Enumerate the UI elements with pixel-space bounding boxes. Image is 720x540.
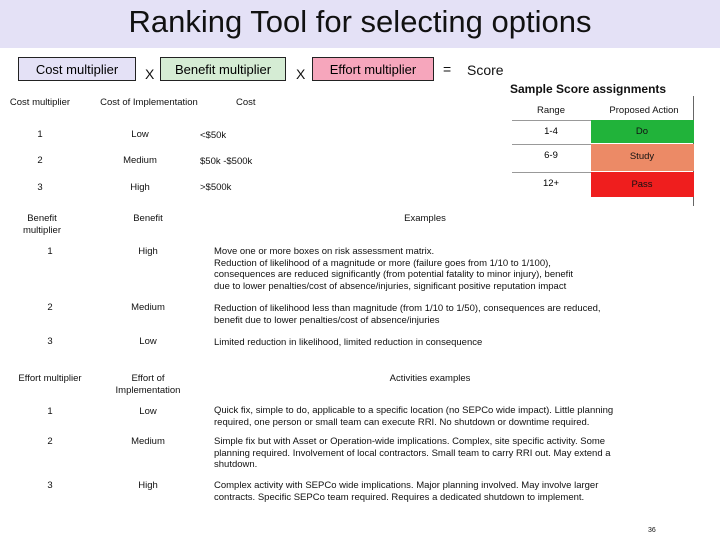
score-header-range: Range: [537, 105, 565, 116]
effort-multiplier-pill: Effort multiplier: [312, 57, 434, 81]
table-row-level: Medium: [131, 436, 165, 447]
score-range: 1-4: [544, 126, 558, 137]
table-row-level: Low: [139, 406, 157, 417]
benefit-header-multiplier: Benefit multiplier: [22, 213, 61, 236]
score-range: 12+: [542, 178, 560, 189]
table-row-level: High: [130, 182, 150, 193]
table-row-desc: Limited reduction in likelihood, limited reduction in consequence: [214, 337, 483, 348]
score-label: Score: [467, 62, 504, 78]
table-row-desc: Quick fix, simple to do, applicable to a specific location (no SEPCo wide impact). Little planning required, one person or small team can execute RRI. No shutdown or downtime required.: [214, 405, 614, 428]
action-do: [591, 120, 694, 143]
effort-header-activities: Activities examples: [389, 373, 471, 384]
cost-header-multiplier: Cost multiplier: [9, 97, 71, 108]
cost-header-cost: Cost: [236, 97, 256, 108]
table-row-mult: 1: [47, 406, 53, 417]
score-range: 6-9: [544, 150, 558, 161]
table-row-level: High: [138, 480, 158, 491]
table-row-level: Low: [139, 336, 157, 347]
page-title: Ranking Tool for selecting options: [128, 4, 592, 39]
table-row-desc: Simple fix but with Asset or Operation-wide implications. Complex, site specific activity. Some planning required. Involvement of local contractors. Small team to carry RRI out. May extend a shutdown.: [214, 436, 611, 470]
times-operator: X: [145, 66, 155, 82]
benefit-multiplier-pill: Benefit multiplier: [160, 57, 286, 81]
cost-multiplier-pill: Cost multiplier: [18, 57, 136, 81]
table-row-mult: 3: [37, 182, 43, 193]
table-row-desc: $50k -$500k: [200, 156, 253, 167]
table-row-mult: 3: [47, 336, 53, 347]
times-operator: X: [296, 66, 306, 82]
table-row-desc: <$50k: [200, 130, 227, 141]
table-row-level: Low: [131, 129, 149, 140]
action-pass: [591, 172, 694, 197]
table-row-desc: >$500k: [200, 182, 232, 193]
benefit-header-examples: Examples: [404, 213, 446, 224]
table-row-desc: Move one or more boxes on risk assessment matrix. Reduction of likelihood of a magnitude or more (failure goes from 1/10 to 1/100), consequences are reduced significantly (from potential fatality to minor injury), benefit due to lower penalties/cost of absence/injuries, significant positive reputation impact: [214, 246, 574, 292]
effort-header-implementation: Effort of Implementation: [115, 373, 181, 396]
effort-header-multiplier: Effort multiplier: [18, 373, 82, 384]
action-label: Do: [635, 126, 649, 137]
action-label: Study: [629, 151, 655, 162]
action-study: [591, 144, 694, 171]
action-label: Pass: [631, 179, 653, 190]
equals-operator: =: [443, 61, 452, 77]
benefit-header-benefit: Benefit: [133, 213, 163, 224]
table-row-mult: 1: [47, 246, 53, 257]
cost-header-implementation: Cost of Implementation: [100, 97, 198, 108]
table-row-mult: 2: [37, 155, 43, 166]
table-row-mult: 3: [47, 480, 53, 491]
table-row-desc: Complex activity with SEPCo wide implications. Major planning involved. May involve larger contracts. Specific SEPCo team required. Requires a dedicated shutdown to implement.: [214, 480, 599, 503]
table-row-mult: 1: [37, 129, 43, 140]
score-header-action: Proposed Action: [609, 105, 679, 116]
page-number: 36: [648, 527, 656, 534]
score-assignments-title: Sample Score assignments: [510, 82, 667, 96]
table-row-desc: Reduction of likelihood less than magnitude (from 1/10 to 1/50), consequences are reduced, benefit due to lower penalties/cost of absence/injuries: [214, 303, 601, 326]
table-row-mult: 2: [47, 436, 53, 447]
table-row-level: High: [138, 246, 158, 257]
table-row-mult: 2: [47, 302, 53, 313]
table-row-level: Medium: [123, 155, 157, 166]
table-row-level: Medium: [131, 302, 165, 313]
